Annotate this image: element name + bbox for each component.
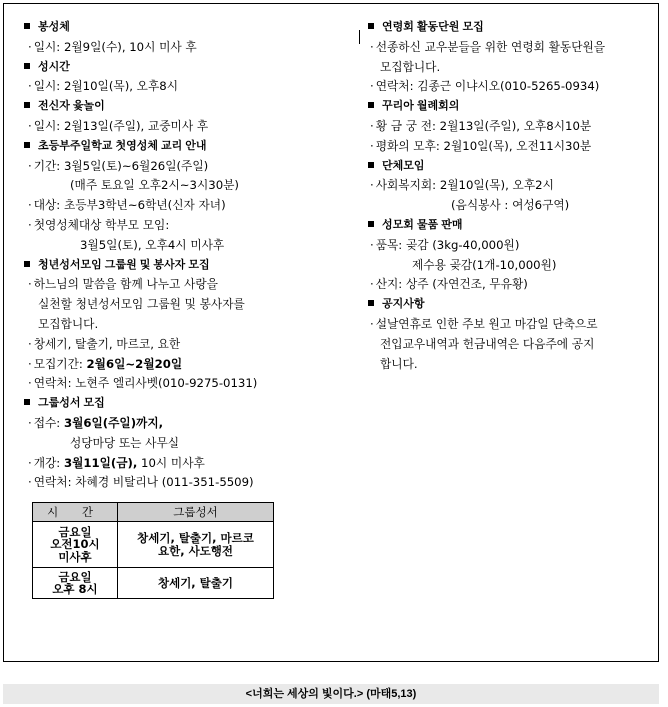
meeting-text: 평화의 모후: 2월10일(목), 오전11시30분: [375, 138, 592, 153]
register-value: 3월6일(주일)까지,: [63, 415, 164, 430]
recruit-period-label: 모집기간:: [33, 356, 87, 371]
contact-text: 연락처: 김종근 이냐시오(010-5265-0934): [375, 79, 600, 94]
square-bullet-icon: [24, 63, 30, 69]
dot-icon: ·: [370, 118, 374, 133]
section-sale: [364, 216, 664, 295]
books-cell: 창세기, 탈출기: [118, 568, 274, 599]
section-title: 단체모임: [382, 159, 425, 172]
dot-icon: ·: [28, 118, 32, 133]
dot-icon: ·: [28, 455, 32, 470]
dot-icon: ·: [28, 415, 32, 430]
dot-icon: ·: [28, 336, 32, 351]
books-cell: 창세기, 탈출기, 마르코 요한, 사도행전: [118, 522, 274, 568]
description-text: 모집합니다.: [38, 316, 99, 331]
dot-icon: ·: [370, 277, 374, 292]
section-first-communion: [22, 137, 352, 256]
item-text: 제수용 곶감(1개-10,000원): [412, 257, 557, 272]
square-bullet-icon: [368, 221, 374, 227]
section-title: 전신자 윷놀이: [38, 100, 105, 113]
dot-icon: ·: [370, 39, 374, 54]
dot-icon: ·: [28, 356, 32, 371]
square-bullet-icon: [368, 102, 374, 108]
dot-icon: ·: [370, 178, 374, 193]
square-bullet-icon: [368, 162, 374, 168]
notice-text: 합니다.: [380, 356, 418, 371]
section-title: 꾸리아 월례회의: [382, 100, 460, 113]
dot-icon: ·: [28, 376, 32, 391]
dot-icon: ·: [370, 79, 374, 94]
square-bullet-icon: [24, 142, 30, 148]
section-title: 연령회 활동단원 모집: [382, 21, 484, 33]
parent-meeting-text: 첫영성체대상 학부모 모임:: [33, 217, 170, 232]
section-title: 봉성체: [38, 21, 70, 33]
table-row: [33, 522, 274, 568]
period-detail: (매주 토요일 오후2시~3시30분): [70, 178, 239, 193]
opening-label: 개강:: [33, 455, 64, 470]
meeting-text: 황 금 궁 전: 2월13일(주일), 오후8시10분: [375, 118, 592, 133]
dot-icon: ·: [370, 237, 374, 252]
scripture-footer: <너희는 세상의 빛이다.> (마태5,13): [3, 684, 659, 704]
square-bullet-icon: [24, 261, 30, 267]
bulletin-frame: [3, 3, 659, 662]
section-title: 공지사항: [382, 298, 425, 311]
section-title: 청년성서모임 그룹원 및 봉사자 모집: [38, 258, 210, 271]
square-bullet-icon: [368, 23, 374, 29]
opening-value: 3월11일(금),: [63, 455, 138, 470]
description-text: 실천할 청년성서모임 그룹원 및 봉사자를: [38, 297, 245, 312]
section-notice: [364, 295, 664, 374]
schedule-text: 일시: 2월9일(수), 10시 미사 후: [33, 39, 197, 54]
notice-text: 설날연휴로 인한 주보 원고 마감일 단축으로: [375, 316, 598, 331]
register-place: 성당마당 또는 사무실: [70, 435, 180, 450]
section-title: 그룹성서 모집: [38, 397, 105, 410]
table-header-row: [33, 503, 274, 522]
section-holy-hour: [22, 58, 352, 98]
contact-text: 연락처: 차혜경 비탈리나 (011-351-5509): [33, 475, 254, 490]
dot-icon: ·: [28, 475, 32, 490]
dot-icon: ·: [370, 316, 374, 331]
square-bullet-icon: [24, 102, 30, 108]
time-cell: 금요일 오후 8시: [33, 568, 118, 599]
section-group-meeting: [364, 157, 664, 216]
description-text: 하느님의 말씀을 함께 나누고 사랑을: [33, 277, 218, 292]
recruit-period-value: 2월6일~2월20일: [86, 356, 183, 371]
dot-icon: ·: [28, 217, 32, 232]
parent-meeting-date: 3월5일(토), 오후4시 미사후: [80, 237, 225, 252]
dot-icon: ·: [28, 277, 32, 292]
header-time: 시 간: [33, 503, 118, 522]
schedule-text: 일시: 2월10일(목), 오후8시: [33, 79, 178, 94]
target-text: 대상: 초등부3학년~6학년(신자 자녀): [33, 198, 226, 213]
section-yut-game: [22, 97, 352, 137]
section-title: 성시간: [38, 60, 70, 73]
group-bible-schedule-table: [32, 502, 274, 599]
section-funeral-ministry: [364, 18, 664, 97]
register-label: 접수:: [33, 415, 64, 430]
square-bullet-icon: [24, 23, 30, 29]
notice-text: 전입교우내역과 헌금내역은 다음주에 공지: [380, 336, 595, 351]
left-column: [22, 18, 352, 493]
meeting-detail: (음식봉사 : 여성6구역): [451, 198, 570, 213]
dot-icon: ·: [28, 79, 32, 94]
right-column: [364, 18, 664, 374]
contact-text: 연락처: 노현주 엘리사벳(010-9275-0131): [33, 376, 258, 391]
dot-icon: ·: [28, 39, 32, 54]
header-group: 그룹성서: [118, 503, 274, 522]
section-youth-bible: [22, 256, 352, 395]
section-title: 성모회 물품 판매: [382, 218, 463, 231]
dot-icon: ·: [28, 198, 32, 213]
section-title: 초등부주일학교 첫영성체 교리 안내: [38, 139, 207, 152]
origin-text: 산지: 상주 (자연건조, 무유황): [375, 277, 528, 292]
description-text: 선종하신 교우분들을 위한 연령회 활동단원을: [375, 39, 606, 54]
square-bullet-icon: [368, 300, 374, 306]
column-divider-mark: [359, 30, 360, 44]
books-text: 창세기, 탈출기, 마르코, 요한: [33, 336, 181, 351]
dot-icon: ·: [370, 138, 374, 153]
dot-icon: ·: [28, 158, 32, 173]
schedule-text: 일시: 2월13일(주일), 교중미사 후: [33, 118, 209, 133]
section-communion-visit: [22, 18, 352, 58]
period-text: 기간: 3월5일(토)~6월26일(주일): [33, 158, 209, 173]
item-text: 품목: 곶감 (3kg-40,000원): [375, 237, 520, 252]
description-text: 모집합니다.: [380, 59, 441, 74]
meeting-text: 사회복지회: 2월10일(목), 오후2시: [375, 178, 554, 193]
section-curia-meeting: [364, 97, 664, 156]
opening-rest: 10시 미사후: [137, 455, 205, 470]
time-cell: 금요일 오전10시 미사후: [33, 522, 118, 568]
square-bullet-icon: [24, 399, 30, 405]
table-row: [33, 568, 274, 599]
section-group-bible: [22, 394, 352, 493]
